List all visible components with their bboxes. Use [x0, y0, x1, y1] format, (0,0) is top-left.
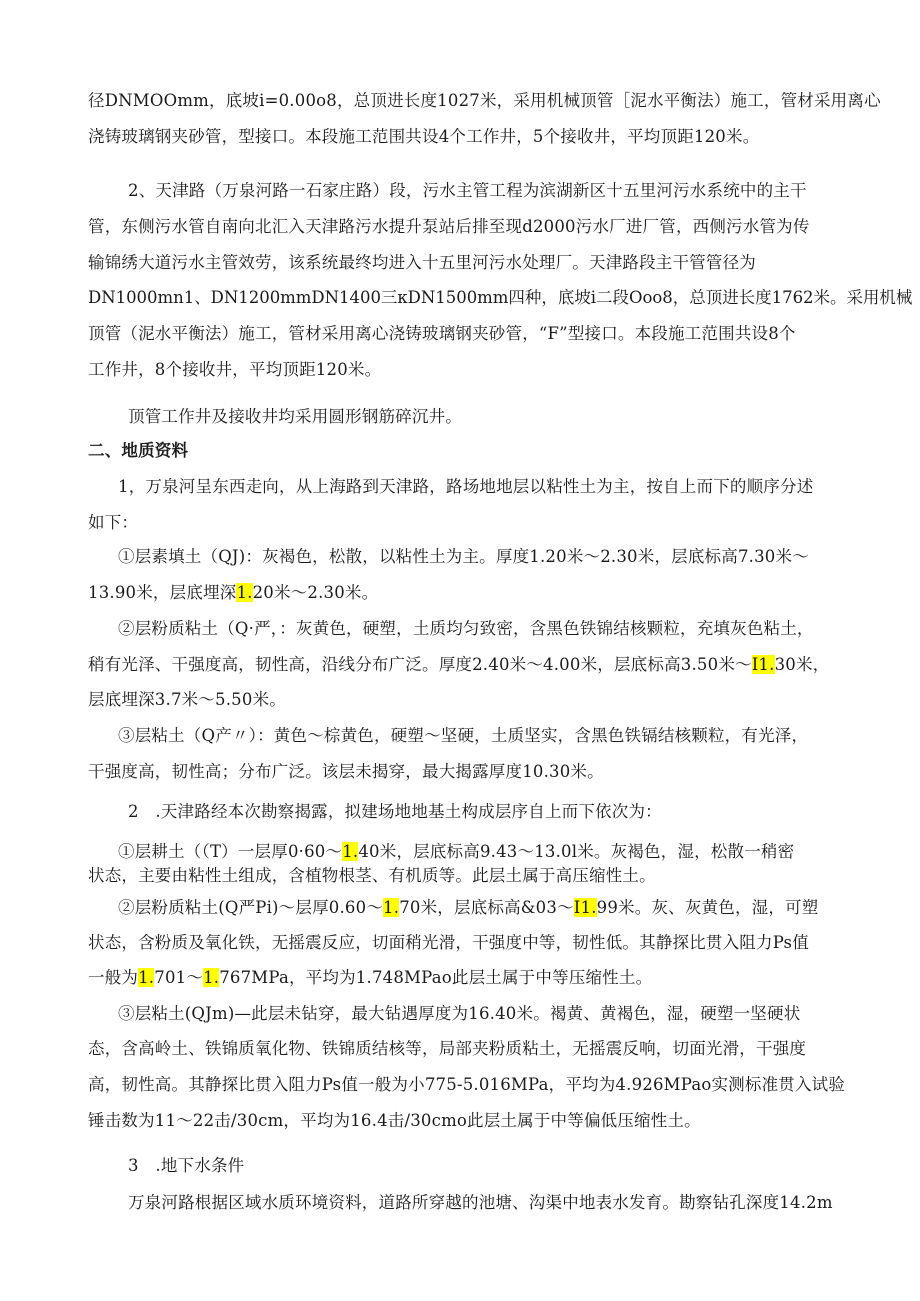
text-line: 高，韧性高。其静探比贯入阻力Ps值一般为小775-5.016MPa，平均为4.926MPao实测标准贯入试验 [88, 1075, 846, 1094]
text-line [88, 582, 378, 604]
text-segment: 767MPa，平均为1.748MPao此层土属于中等压缩性土。 [219, 968, 653, 987]
highlighted-text: I1. [751, 655, 775, 674]
text-line: 状态，含粉质及氧化铁，无摇震反应，切面稍光滑，干强度中等，韧性低。其静探比贯入阻力Ps值 [88, 933, 809, 952]
highlighted-text: 1. [138, 968, 155, 987]
text-line: 工作井，8个接收井，平均顶距120米。 [88, 360, 382, 379]
text-line: 锤击数为11～22击/30cm，平均为16.4击/30cmo此层土属于中等偏低压缩性土。 [88, 1111, 701, 1130]
text-line: 1，万泉河呈东西走向，从上海路到天津路，路场地地层以粘性土为主，按自上而下的顺序分述 [118, 477, 814, 496]
highlighted-text: 1. [383, 898, 400, 917]
text-line: 输锦绣大道污水主管效劳，该系统最终均进入十五里河污水处理厂。天津路段主干管管径为 [88, 253, 756, 272]
text-segment: ②层粉质粘土(Q严Pi)～层厚0.60～ [118, 898, 384, 917]
text-segment: 701～ [154, 968, 204, 987]
text-line: 2、天津路（万泉河路一石家庄路）段，污水主管工程为滨湖新区十五里河污水系统中的主干 [128, 181, 807, 200]
text-line [118, 841, 794, 863]
text-segment: 一般为 [88, 968, 139, 987]
text-segment: 40米，层底标高9.43～13.0l米。灰褐色，湿，松散一稍密 [358, 842, 795, 861]
text-line: 3 .地下水条件 [128, 1156, 245, 1175]
highlighted-text: 1. [203, 968, 220, 987]
text-line: ③层粘土（Q产〃）：黄色～棕黄色，硬塑～坚硬，土质坚实，含黑色铁镉结核颗粒，有光泽， [118, 726, 809, 745]
text-line: 态，含高岭土、铁锦质氧化物、铁锦质结核等，局部夹粉质粘土，无摇震反响，切面光滑，干强度 [88, 1039, 807, 1058]
text-line: 干强度高，韧性高；分布广泛。该层未揭穿，最大揭露厚度10.30米。 [88, 762, 604, 781]
text-line: 顶管（泥水平衡法）施工，管材采用离心浇铸玻璃钢夹砂管，“F”型接口。本段施工范围共设8个 [88, 324, 796, 343]
text-line: DN1000mn1、DN1200mmDN1400三κDN1500mm四种，底坡i二段Ooo8，总顶进长度1762米。采用机械 [88, 288, 913, 307]
text-segment: 70米，层底标高&03～ [399, 898, 574, 917]
text-line: 层底埋深3.7米～5.50米。 [88, 690, 286, 709]
text-line [88, 654, 829, 676]
text-line: 管，东侧污水管自南向北汇入天津路污水提升泵站后排至现d2000污水厂进厂管，西侧污水管为传 [88, 217, 810, 236]
text-line: 2 .天津路经本次勘察揭露，拟建场地地基土构成层序自上而下依次为： [128, 802, 662, 821]
highlighted-text: 1. [236, 583, 253, 602]
text-segment: 稍有光泽、干强度高，韧性高，沿线分布广泛。厚度2.40米～4.00米，层底标高3.50米～ [88, 655, 752, 674]
text-line: 顶管工作井及接收井均采用圆形钢筋碎沉井。 [128, 407, 462, 426]
text-segment: ①层耕土（（T）一层厚0·60～ [118, 842, 343, 861]
text-line: 如下： [88, 513, 139, 532]
text-segment: 30米， [774, 655, 830, 674]
text-line: 状态，主要由粘性土组成，含植物根茎、有机质等。此层土属于高压缩性土。 [88, 866, 656, 885]
text-line: 浇铸玻璃钢夹砂管，型接口。本段施工范围共设4个工作井，5个接收井，平均顶距120米。 [88, 127, 760, 146]
text-line: ②层粉质粘土（Q·严，：灰黄色，硬塑，土质均匀致密，含黑色铁锦结核颗粒，充填灰色粘土， [118, 619, 814, 638]
text-segment: 13.90米，层底埋深 [88, 583, 237, 602]
text-line: ①层素填土（QJ)：灰褐色，松散，以粘性土为主。厚度1.20米～2.30米，层底标高7.30米～ [118, 547, 809, 566]
text-line: ③层粘土(QJm)—此层未钻穿，最大钻遇厚度为16.40米。褐黄、黄褐色，湿，硬塑一坚硬状 [118, 1004, 801, 1023]
text-line [118, 897, 818, 919]
text-line: 径DNMOOmm，底坡i=0.00o8，总顶进长度1027米，采用机械顶管［泥水平衡法）施工，管材采用离心 [88, 91, 881, 110]
highlighted-text: I1. [573, 898, 597, 917]
section-heading: 二、地质资料 [88, 441, 189, 460]
text-segment: 20米～2.30米。 [252, 583, 379, 602]
text-line [88, 967, 652, 989]
highlighted-text: 1. [342, 842, 359, 861]
text-segment: 99米。灰、灰黄色，湿，可塑 [596, 898, 819, 917]
text-line: 万泉河路根据区域水质环境资料，道路所穿越的池塘、沟渠中地表水发育。勘察钻孔深度14.2m [128, 1193, 833, 1212]
